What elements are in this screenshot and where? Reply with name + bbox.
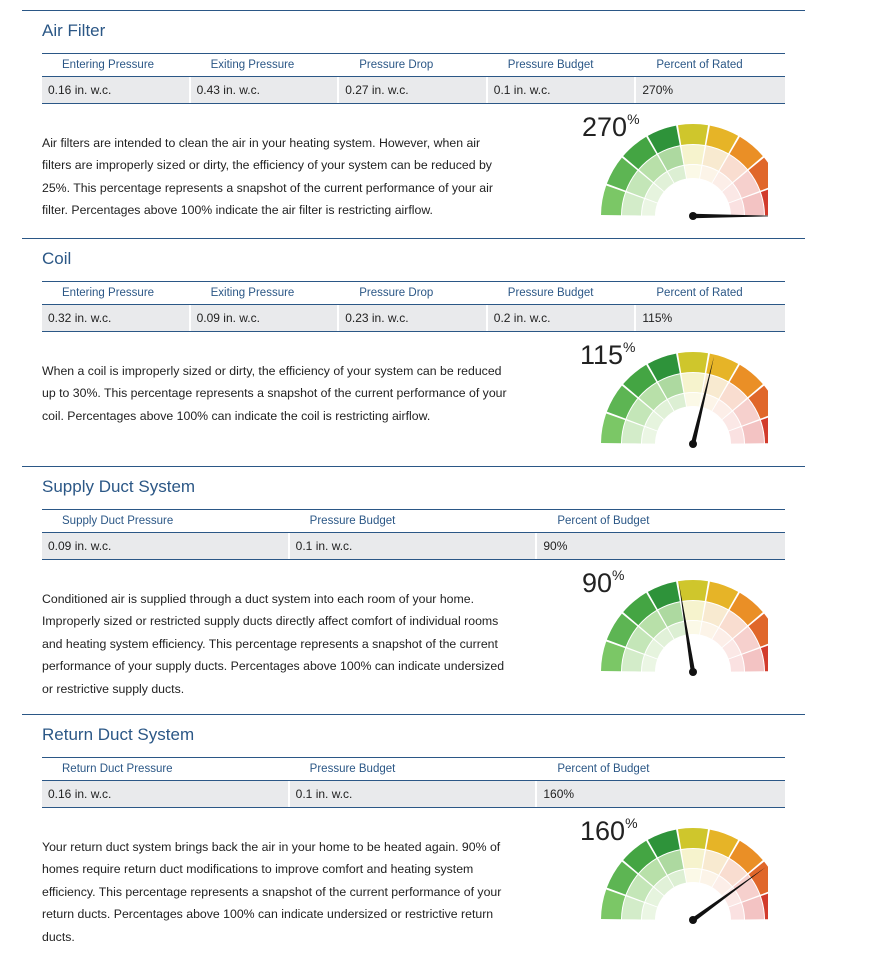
gauge-value: [580, 815, 638, 846]
table-cell: 0.1 in. w.c.: [290, 781, 538, 807]
section-coil: [22, 238, 805, 423]
gauge: [558, 332, 768, 452]
gauge-needle-hub: [689, 668, 697, 676]
column-header: Pressure Drop: [339, 54, 488, 76]
gauge-outer-segment: [601, 889, 625, 919]
gauge: [558, 560, 768, 680]
gauge-value: [582, 567, 625, 598]
table-header-row: [42, 509, 785, 533]
gauge-outer-segment: [601, 641, 625, 671]
section-title: Air Filter: [42, 21, 106, 40]
gauge-value-number: 90: [582, 568, 613, 598]
table-cell: 0.27 in. w.c.: [339, 77, 488, 103]
gauge-outer-segment: [678, 124, 708, 145]
table-header-row: [42, 757, 785, 781]
column-header: Pressure Drop: [339, 282, 488, 304]
section-description: Your return duct system brings back the air in your home to be heated again. 90% of homes require return duct modifications to improve comfort and heating system efficiency. This percentage represents a snapshot of the current performance of your return ducts. Percentages above 100% can indicate undersized or restrictive return ducts.: [42, 840, 502, 944]
column-header: Pressure Budget: [488, 282, 637, 304]
table-cell: 160%: [543, 787, 575, 801]
section-description: Air filters are intended to clean the air in your heating system. However, when air filters are improperly sized or dirty, the efficiency of your system can be reduced by 25%. This percentage represents a snapshot of the current performance of your air filter. Percentages above 100% indicate the air filter is restricting airflow.: [42, 136, 493, 218]
pressure-table: [42, 757, 785, 808]
section-description: When a coil is improperly sized or dirty, the efficiency of your system can be reduced up to 30%. This percentage represents a snapshot of the current performance of your coil. Percentages above 100% can indicate the coil is restricting airflow.: [42, 364, 507, 423]
gauge-outer-segment: [601, 185, 625, 215]
gauge-needle-hub: [689, 212, 697, 220]
pressure-table: [42, 281, 785, 332]
column-header: Entering Pressure: [42, 54, 191, 76]
column-header: Pressure Budget: [488, 54, 637, 76]
table-cell: 0.23 in. w.c.: [339, 305, 488, 331]
column-header: Entering Pressure: [42, 282, 191, 304]
gauge-inner-segment: [681, 373, 704, 393]
table-header-row: [42, 53, 785, 77]
gauge-outer-segment: [678, 828, 708, 849]
section-title: Coil: [42, 249, 72, 268]
section-return-duct-system: [22, 714, 805, 944]
table-cell: 0.16 in. w.c.: [42, 781, 290, 807]
column-header: Return Duct Pressure: [42, 758, 290, 780]
table-row: [42, 305, 785, 332]
column-header: Pressure Budget: [290, 758, 538, 780]
gauge-outer-segment: [601, 413, 625, 443]
gauge-value-unit: %: [627, 111, 640, 127]
column-header: Exiting Pressure: [191, 282, 340, 304]
table-header-row: [42, 281, 785, 305]
gauge-outer-segment: [678, 580, 708, 601]
section-title: Supply Duct System: [42, 477, 196, 496]
section-description: Conditioned air is supplied through a duct system into each room of your home. Improperly sized or restricted supply ducts directly affect comfort of individual rooms and heating system efficiency. This percentage represents a snapshot of the current performance of your supply ducts. Percentages above 100% can indicate undersized or restrictive supply ducts.: [42, 592, 505, 696]
table-cell: 270%: [642, 83, 674, 97]
gauge: [558, 808, 768, 928]
gauge: [558, 104, 768, 224]
gauge-value-unit: %: [623, 339, 636, 355]
table-cell: 0.32 in. w.c.: [42, 305, 191, 331]
column-header: Supply Duct Pressure: [42, 510, 290, 532]
section-supply-duct-system: [22, 466, 805, 696]
section-air-filter: [22, 10, 805, 218]
table-row: [42, 781, 785, 808]
table-cell: 0.09 in. w.c.: [191, 305, 340, 331]
column-header: Percent of Budget: [557, 763, 650, 775]
table-cell: 0.16 in. w.c.: [42, 77, 191, 103]
gauge-value-number: 160: [580, 816, 626, 846]
gauge-inner-segment: [681, 145, 704, 165]
pressure-table: [42, 509, 785, 560]
table-cell: 90%: [543, 539, 568, 553]
gauge-core-segment: [685, 165, 702, 179]
gauge-value: [582, 111, 640, 142]
section-title: Return Duct System: [42, 725, 195, 744]
gauge-value-unit: %: [612, 567, 625, 583]
gauge-core-segment: [685, 393, 702, 407]
gauge-needle-hub: [689, 440, 697, 448]
table-row: [42, 77, 785, 104]
gauge-value: [580, 339, 636, 370]
column-header: Percent of Rated: [656, 287, 743, 299]
table-cell: 0.2 in. w.c.: [488, 305, 637, 331]
pressure-table: [42, 53, 785, 104]
gauge-value-number: 115: [580, 340, 624, 370]
table-cell: 0.1 in. w.c.: [488, 77, 637, 103]
gauge-value-number: 270: [582, 112, 628, 142]
column-header: Exiting Pressure: [191, 54, 340, 76]
table-cell: 0.43 in. w.c.: [191, 77, 340, 103]
gauge-needle-hub: [689, 916, 697, 924]
table-cell: 0.1 in. w.c.: [290, 533, 538, 559]
gauge-core-segment: [685, 869, 702, 883]
column-header: Percent of Rated: [656, 59, 743, 71]
table-cell: 115%: [642, 311, 673, 325]
gauge-inner-segment: [681, 849, 704, 869]
gauge-outer-segment: [678, 352, 708, 373]
column-header: Percent of Budget: [557, 515, 650, 527]
column-header: Pressure Budget: [290, 510, 538, 532]
table-cell: 0.09 in. w.c.: [42, 533, 290, 559]
table-row: [42, 533, 785, 560]
gauge-value-unit: %: [625, 815, 638, 831]
